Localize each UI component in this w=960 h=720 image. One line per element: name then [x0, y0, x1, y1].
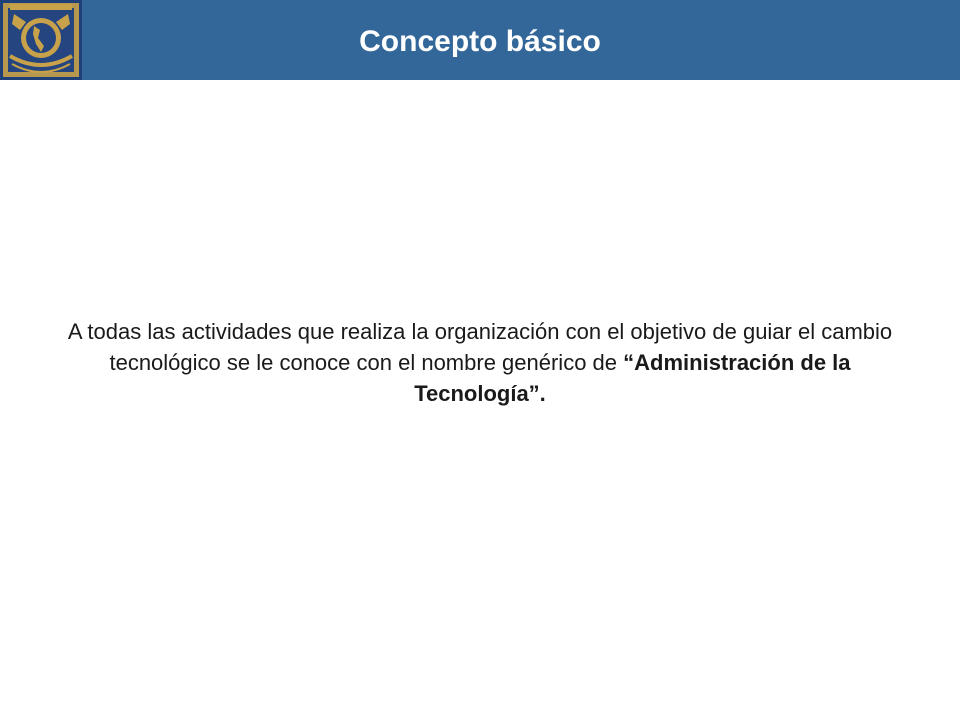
body-plain-text: A todas las actividades que realiza la organización con el objetivo de guiar el cambio tecnológico se le conoce con el nombre genérico de — [67, 319, 893, 375]
body-emphasis-text: “Administración de la Tecnología”. — [414, 350, 851, 406]
slide-header — [0, 0, 960, 80]
slide-body-text — [60, 316, 900, 409]
slide-title: Concepto básico — [359, 25, 601, 58]
